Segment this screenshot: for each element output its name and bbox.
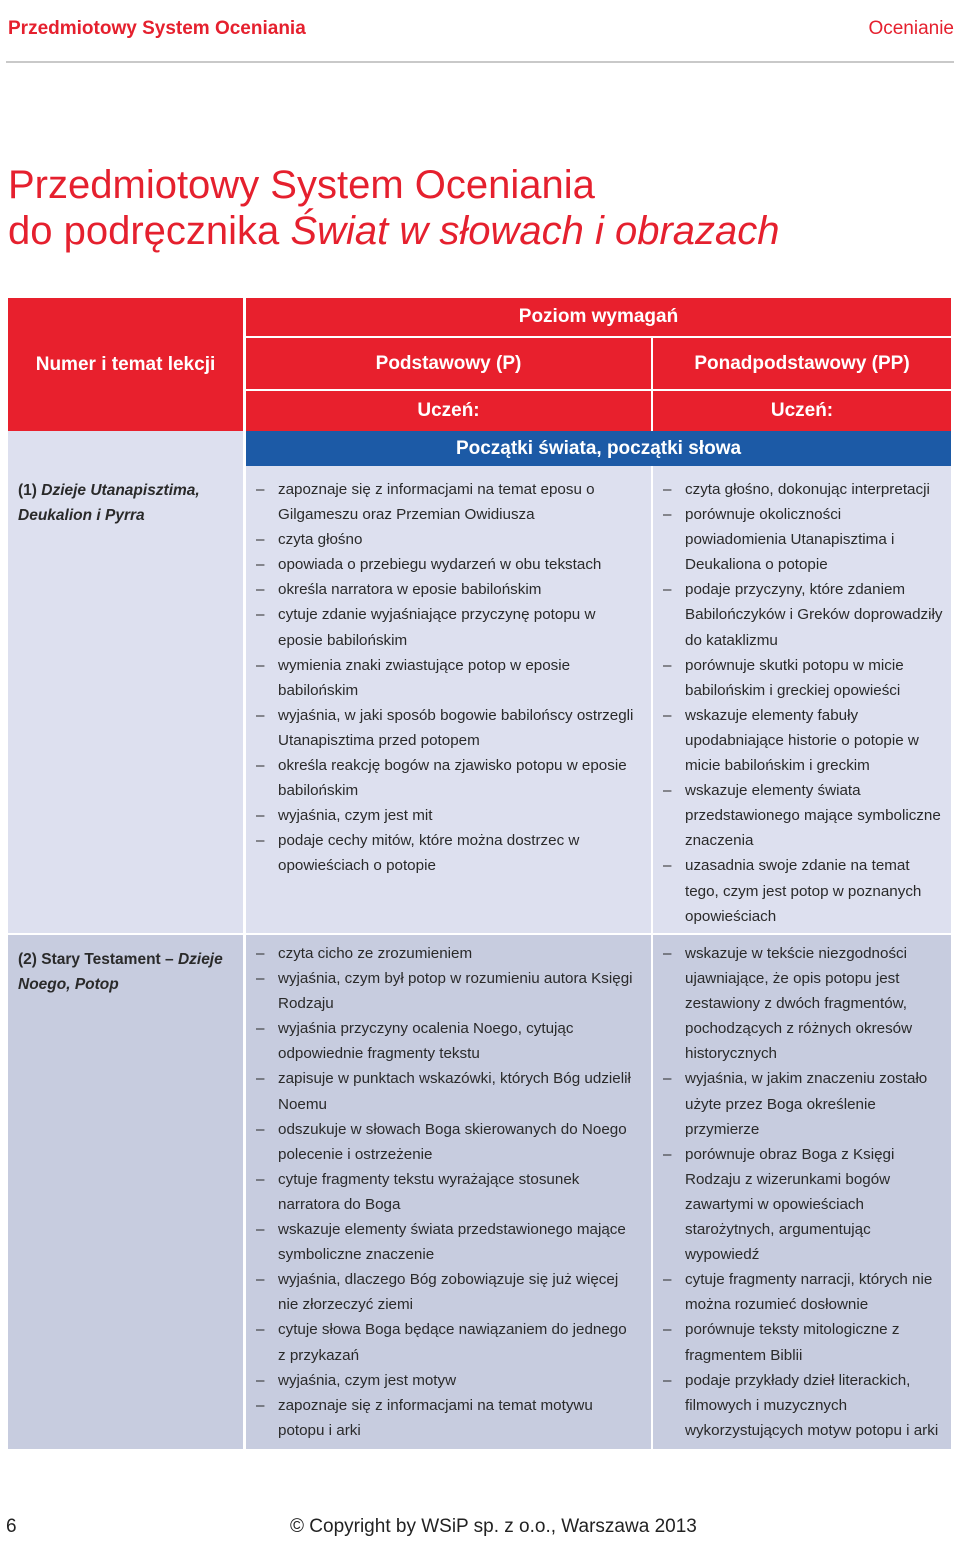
- list-item: – wskazuje w tekście niezgodności ujawniające, że opis potopu jest zestawiony z dwóch fragmentów, pochodzących z różnych okresów historycznych: [663, 941, 943, 1066]
- list-item: – wskazuje elementy świata przedstawionego mające symboliczne znaczenia: [663, 778, 943, 853]
- header-divider: [6, 61, 954, 63]
- list-item: – określa reakcję bogów na zjawisko potopu w eposie babilońskim: [256, 753, 637, 803]
- advanced-requirements-list-2: [663, 941, 943, 1443]
- title-line-1: Przedmiotowy System Oceniania: [8, 163, 595, 207]
- list-item: – wyjaśnia przyczyny ocalenia Noego, cytując odpowiednie fragmenty tekstu: [256, 1016, 637, 1066]
- title-line-2-prefix: do podręcznika: [8, 209, 291, 253]
- running-header-section: Ocenianie: [868, 18, 954, 39]
- header-advanced-label: Ponadpodstawowy (PP): [694, 352, 910, 374]
- basic-requirements-list-2: [256, 941, 637, 1443]
- basic-requirements-cell-1: [246, 466, 651, 933]
- list-item: – wyjaśnia, czym jest mit: [256, 803, 637, 828]
- basic-requirements-list-1: [256, 477, 637, 879]
- section-bar: [246, 431, 951, 466]
- list-item: – wskazuje elementy świata przedstawionego mające symboliczne znaczenie: [256, 1217, 637, 1267]
- list-item: – zapisuje w punktach wskazówki, których Bóg udzielił Noemu: [256, 1066, 637, 1116]
- list-item: – podaje przykłady dzieł literackich, filmowych i muzycznych wykorzystujących motyw potopu i arki: [663, 1368, 943, 1443]
- running-header: [0, 0, 960, 64]
- list-item: – uzasadnia swoje zdanie na temat tego, czym jest potop w poznanych opowieściach: [663, 853, 943, 928]
- list-item: – zapoznaje się z informacjami na temat motywu potopu i arki: [256, 1393, 637, 1443]
- header-lesson-label: Numer i temat lekcji: [35, 353, 216, 375]
- list-item: – odszukuje w słowach Boga skierowanych do Noego polecenie i ostrzeżenie: [256, 1117, 637, 1167]
- section-lesson-spacer: [8, 431, 243, 466]
- list-item: – określa narratora w eposie babilońskim: [256, 577, 637, 602]
- document-title: [8, 162, 780, 254]
- lesson-1-title: Dzieje Utanapisztima, Deukalion i Pyrra: [18, 482, 200, 524]
- list-item: – czyta głośno: [256, 527, 637, 552]
- header-student-basic-cell: [246, 391, 651, 431]
- header-level-cell: [246, 298, 951, 336]
- list-item: – cytuje fragmenty narracji, których nie można rozumieć dosłownie: [663, 1267, 943, 1317]
- lesson-cell-2: [8, 935, 243, 1449]
- requirements-table: [8, 298, 951, 1449]
- header-basic-label: Podstawowy (P): [375, 352, 522, 374]
- list-item: – wyjaśnia, czym był potop w rozumieniu autora Księgi Rodzaju: [256, 966, 637, 1016]
- header-student-advanced-cell: [653, 391, 951, 431]
- list-item: – cytuje zdanie wyjaśniające przyczynę potopu w eposie babilońskim: [256, 602, 637, 652]
- list-item: – cytuje fragmenty tekstu wyrażające stosunek narratora do Boga: [256, 1167, 637, 1217]
- lesson-1-number: (1): [18, 482, 42, 499]
- advanced-requirements-cell-2: [653, 935, 951, 1449]
- list-item: – wymienia znaki zwiastujące potop w eposie babilońskim: [256, 653, 637, 703]
- lesson-2-title: Dzieje Noego, Potop: [18, 951, 223, 993]
- list-item: – cytuje słowa Boga będące nawiązaniem do jednego z przykazań: [256, 1317, 637, 1367]
- title-line-2-book: Świat w słowach i obrazach: [290, 209, 780, 253]
- list-item: – wskazuje elementy fabuły upodabniające historie o potopie w micie babilońskim i greckim: [663, 703, 943, 778]
- list-item: – porównuje okoliczności powiadomienia Utanapisztima i Deukaliona o potopie: [663, 502, 943, 577]
- list-item: – podaje przyczyny, które zdaniem Babilończyków i Greków doprowadziły do kataklizmu: [663, 577, 943, 652]
- header-student-basic-label: Uczeń:: [417, 400, 480, 421]
- list-item: – wyjaśnia, w jakim znaczeniu zostało użyte przez Boga określenie przymierze: [663, 1066, 943, 1141]
- list-item: – opowiada o przebiegu wydarzeń w obu tekstach: [256, 552, 637, 577]
- list-item: – czyta głośno, dokonując interpretacji: [663, 477, 943, 502]
- advanced-requirements-cell-1: [653, 466, 951, 933]
- lesson-cell-1: [8, 466, 243, 933]
- header-advanced-cell: [653, 338, 951, 389]
- lesson-2-number: (2) Stary Testament –: [18, 951, 178, 968]
- advanced-requirements-list-1: [663, 477, 943, 979]
- list-item: – wyjaśnia, czym jest motyw: [256, 1368, 637, 1393]
- list-item: – porównuje skutki potopu w micie babilońskim i greckiej opowieści: [663, 653, 943, 703]
- list-item: – wyjaśnia, w jaki sposób bogowie babilońscy ostrzegli Utanapisztima przed potopem: [256, 703, 637, 753]
- running-header-title: Przedmiotowy System Oceniania: [8, 18, 306, 39]
- header-student-advanced-label: Uczeń:: [770, 400, 834, 421]
- basic-requirements-cell-2: [246, 935, 651, 1449]
- list-item: – zapoznaje się z informacjami na temat eposu o Gilgameszu oraz Przemian Owidiusza: [256, 477, 637, 527]
- list-item: – wyjaśnia, dlaczego Bóg zobowiązuje się już więcej nie złorzeczyć ziemi: [256, 1267, 637, 1317]
- list-item: – podaje cechy mitów, które można dostrzec w opowieściach o potopie: [256, 828, 637, 878]
- list-item: – porównuje teksty mitologiczne z fragmentem Biblii: [663, 1317, 943, 1367]
- header-level-label: Poziom wymagań: [518, 306, 679, 327]
- header-lesson-cell: [8, 298, 243, 431]
- list-item: – porównuje obraz Boga z Księgi Rodzaju z wizerunkami bogów zawartymi w opowieściach starożytnych, argumentując wypowiedź: [663, 1142, 943, 1267]
- page-number: 6: [6, 1516, 17, 1537]
- section-title: Początki świata, początki słowa: [455, 437, 742, 459]
- header-basic-cell: [246, 338, 651, 389]
- copyright-notice: © Copyright by WSiP sp. z o.o., Warszawa 2013: [290, 1516, 697, 1537]
- list-item: – czyta cicho ze zrozumieniem: [256, 941, 637, 966]
